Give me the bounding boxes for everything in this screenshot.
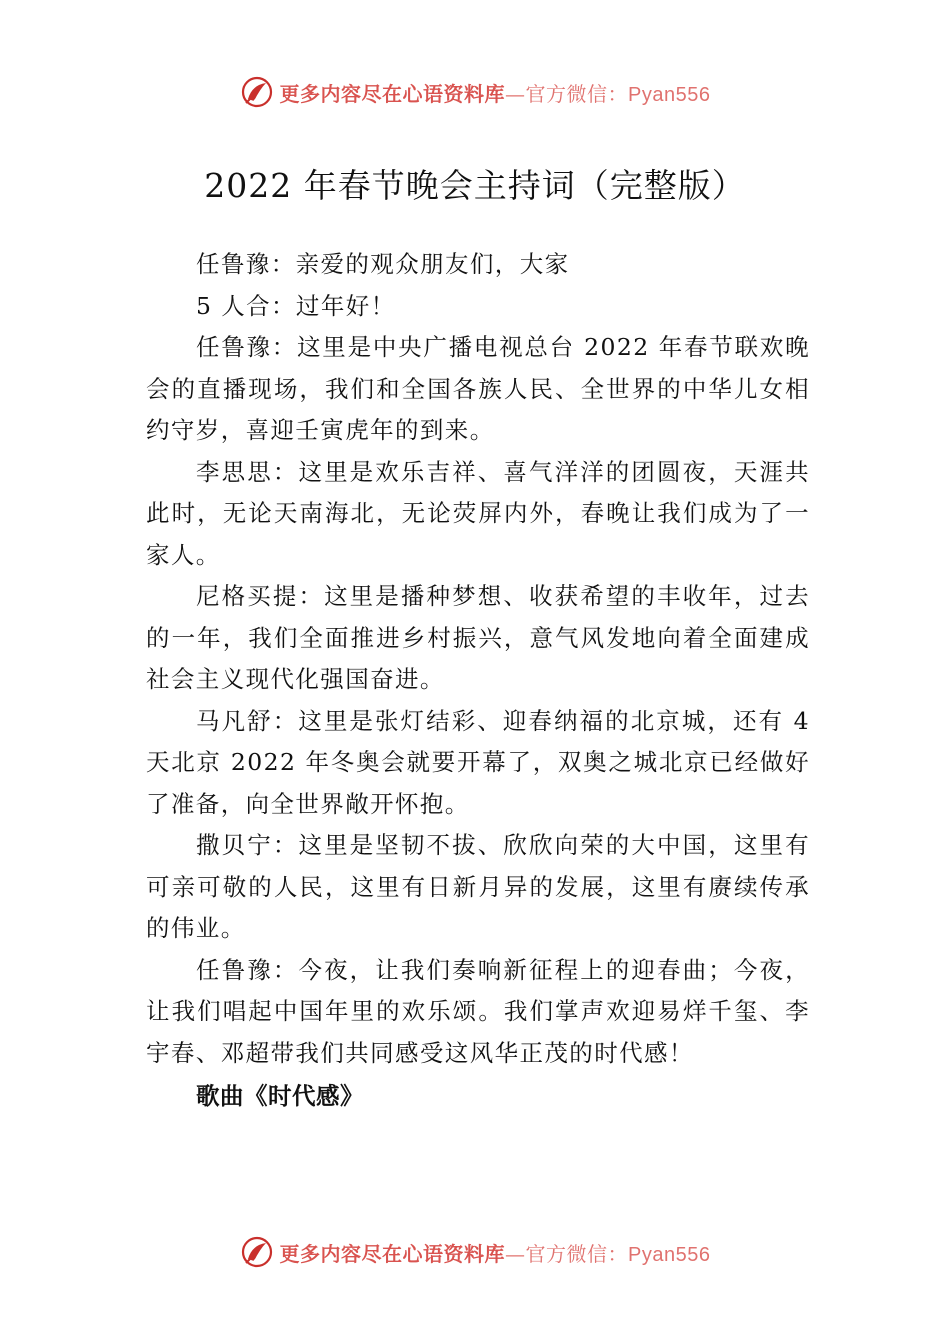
footer-banner <box>0 1232 950 1272</box>
banner-promo-bold: 更多内容尽在心语资料库 <box>279 1241 506 1266</box>
banner-text <box>280 1238 711 1267</box>
paragraph: 马凡舒：这里是张灯结彩、迎春纳福的北京城，还有 4 天北京 2022 年冬奥会就要开幕了，双奥之城北京已经做好了准备，向全世界敞开怀抱。 <box>146 706 810 818</box>
paragraph: 李思思：这里是欢乐吉祥、喜气洋洋的团圆夜，天涯共此时，无论天南海北，无论荧屏内外，春晚让我们成为了一家人。 <box>146 457 810 569</box>
banner-text <box>280 78 711 107</box>
song-heading: 歌曲《时代感》 <box>196 1082 364 1110</box>
header-banner <box>0 72 950 112</box>
document-body <box>146 244 810 1118</box>
document-title: 2022 年春节晚会主持词（完整版） <box>204 166 746 205</box>
paragraph: 任鲁豫：亲爱的观众朋友们，大家 <box>196 250 570 278</box>
paragraph: 任鲁豫：这里是中央广播电视总台 2022 年春节联欢晚会的直播现场，我们和全国各族人民、全世界的中华儿女相约守岁，喜迎壬寅虎年的到来。 <box>146 333 810 444</box>
banner-wechat-id: Pyan556 <box>628 83 711 106</box>
brand-logo-icon <box>240 75 274 109</box>
banner-promo-bold: 更多内容尽在心语资料库 <box>279 81 506 106</box>
banner-promo-rest: —官方微信： <box>505 81 629 106</box>
paragraph: 尼格买提：这里是播种梦想、收获希望的丰收年，过去的一年，我们全面推进乡村振兴，意气风发地向着全面建成社会主义现代化强国奋进。 <box>146 582 810 693</box>
paragraph: 5 人合：过年好！ <box>196 291 396 320</box>
banner-wechat-id: Pyan556 <box>628 1243 711 1266</box>
brand-logo-icon <box>240 1235 274 1269</box>
banner-promo-rest: —官方微信： <box>505 1241 629 1266</box>
paragraph: 撒贝宁：这里是坚韧不拔、欣欣向荣的大中国，这里有可亲可敬的人民，这里有日新月异的发展，这里有赓续传承的伟业。 <box>146 831 810 942</box>
paragraph: 任鲁豫：今夜，让我们奏响新征程上的迎春曲；今夜，让我们唱起中国年里的欢乐颂。我们掌声欢迎易烊千玺、李宇春、邓超带我们共同感受这风华正茂的时代感！ <box>146 955 810 1067</box>
